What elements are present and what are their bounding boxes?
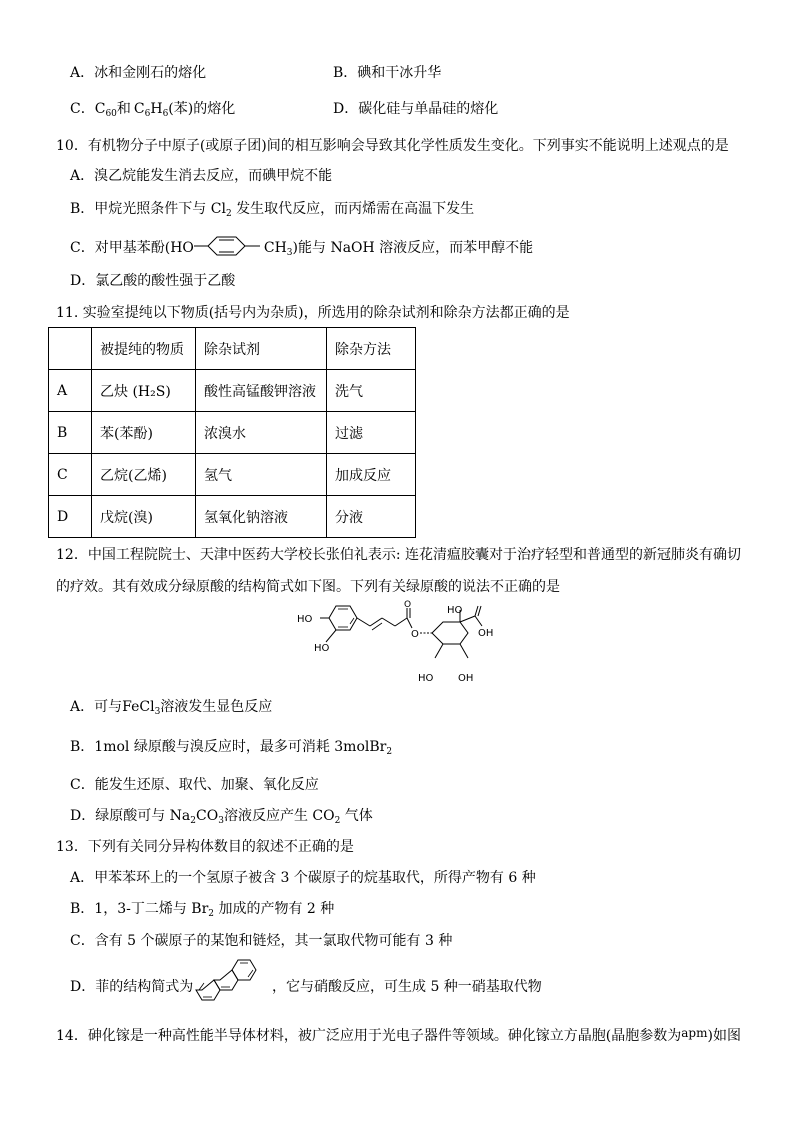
q11-table xyxy=(48,327,416,538)
table-cell: 被提纯的物质 xyxy=(92,328,196,370)
q9-option-d: D．碳化硅与单晶硅的熔化 xyxy=(333,101,499,117)
q12-option-a: A．可与FeCl$_3$溶液发生显色反应 xyxy=(70,699,273,717)
table-cell: C xyxy=(49,454,92,496)
q10-option-d: D．氯乙酸的酸性强于乙酸 xyxy=(70,273,236,289)
q9-option-c: C．$C_{60}$和 $C_6H_6$(苯)的熔化 xyxy=(70,101,236,119)
q13-stem: 13．下列有关同分异构体数目的叙述不正确的是 xyxy=(56,839,354,855)
table-cell: 氢气 xyxy=(196,454,327,496)
table-cell: 苯(苯酚) xyxy=(92,412,196,454)
q12-option-b: B．1mol 绿原酸与溴反应时，最多可消耗 3molBr$_2$ xyxy=(70,739,393,757)
table-cell xyxy=(49,328,92,370)
table-cell: 乙炔 (H₂S) xyxy=(92,370,196,412)
ester-o-label: O xyxy=(411,629,419,640)
carbonyl-o-label: O xyxy=(404,600,412,610)
table-row xyxy=(49,412,416,454)
p-cresol-ring-icon xyxy=(194,235,264,257)
table-cell: 洗气 xyxy=(327,370,416,412)
q13-option-d: D．菲的结构简式为 xyxy=(70,979,194,995)
table-cell: 戊烷(溴) xyxy=(92,496,196,538)
q13-option-b: B．1，3-丁二烯与 $Br_2$ 加成的产物有 2 种 xyxy=(70,901,335,919)
q10-ho-label: HO xyxy=(170,240,194,256)
q14-stem: 14．砷化镓是一种高性能半导体材料，被广泛应用于光电子器件等领域。砷化镓立方晶胞(晶胞参数为apm)如图 xyxy=(56,1026,741,1044)
table-cell: 分液 xyxy=(327,496,416,538)
table-row xyxy=(49,454,416,496)
table-cell: 除杂方法 xyxy=(327,328,416,370)
ho-label: HO xyxy=(297,614,313,625)
q12-stem-line2: 的疗效。其有效成分绿原酸的结构简式如下图。下列有关绿原酸的说法不正确的是 xyxy=(56,579,560,595)
q13-option-c: C．含有 5 个碳原子的某饱和链烃，其一氯取代物可能有 3 种 xyxy=(70,933,453,949)
cooh-oh-label: OH xyxy=(478,628,494,639)
ho-label: HO xyxy=(314,643,330,654)
q9-option-a: A．冰和金刚石的熔化 xyxy=(70,65,207,81)
q13-option-a: A．甲苯苯环上的一个氢原子被含 3 个碳原子的烷基取代，所得产物有 6 种 xyxy=(70,870,536,886)
table-header-row xyxy=(49,328,416,370)
table-cell: 除杂试剂 xyxy=(196,328,327,370)
phenanthrene-structure-icon xyxy=(194,956,270,1006)
table-cell: A xyxy=(49,370,92,412)
q12-option-d: D．绿原酸可与 $Na_2CO_3$溶液反应产生 $CO_2$ 气体 xyxy=(70,808,373,826)
q10-stem: 10．有机物分子中原子(或原子团)间的相互影响会导致其化学性质发生变化。下列事实不能说明上述观点的是 xyxy=(56,138,729,154)
oh-label: HO xyxy=(447,605,463,616)
q10-option-b: B．甲烷光照条件下与 $Cl_2$ 发生取代反应，而丙烯需在高温下发生 xyxy=(70,201,475,219)
chlorogenic-acid-structure xyxy=(290,598,510,690)
q10-option-a: A．溴乙烷能发生消去反应，而碘甲烷不能 xyxy=(70,168,333,184)
table-row xyxy=(49,370,416,412)
table-cell: D xyxy=(49,496,92,538)
q12-option-c: C．能发生还原、取代、加聚、氧化反应 xyxy=(70,777,319,793)
table-cell: 过滤 xyxy=(327,412,416,454)
ho-label: HO xyxy=(418,673,434,684)
table-cell: 浓溴水 xyxy=(196,412,327,454)
q13-option-d-tail: ，它与硝酸反应，可生成 5 种一硝基取代物 xyxy=(272,979,542,995)
oh-label: OH xyxy=(458,673,474,684)
q11-stem: 11. 实验室提纯以下物质(括号内为杂质)，所选用的除杂试剂和除杂方法都正确的是 xyxy=(56,305,570,321)
table-cell: 加成反应 xyxy=(327,454,416,496)
q10-option-c: C．对甲基苯酚(HO $CH_3$)能与 NaOH 溶液反应，而苯甲醇不能 xyxy=(70,235,533,257)
table-cell: 乙烷(乙烯) xyxy=(92,454,196,496)
table-cell: 酸性高锰酸钾溶液 xyxy=(196,370,327,412)
q12-stem-line1: 12．中国工程院院士、天津中医药大学校长张伯礼表示: 连花清瘟胶囊对于治疗轻型和普通型的新冠肺炎有确切 xyxy=(56,547,741,563)
table-row xyxy=(49,496,416,538)
q10-ch3-label: CH xyxy=(263,240,287,256)
table-cell: B xyxy=(49,412,92,454)
table-cell: 氢氧化钠溶液 xyxy=(196,496,327,538)
q9-option-b: B．碘和干冰升华 xyxy=(333,65,442,81)
